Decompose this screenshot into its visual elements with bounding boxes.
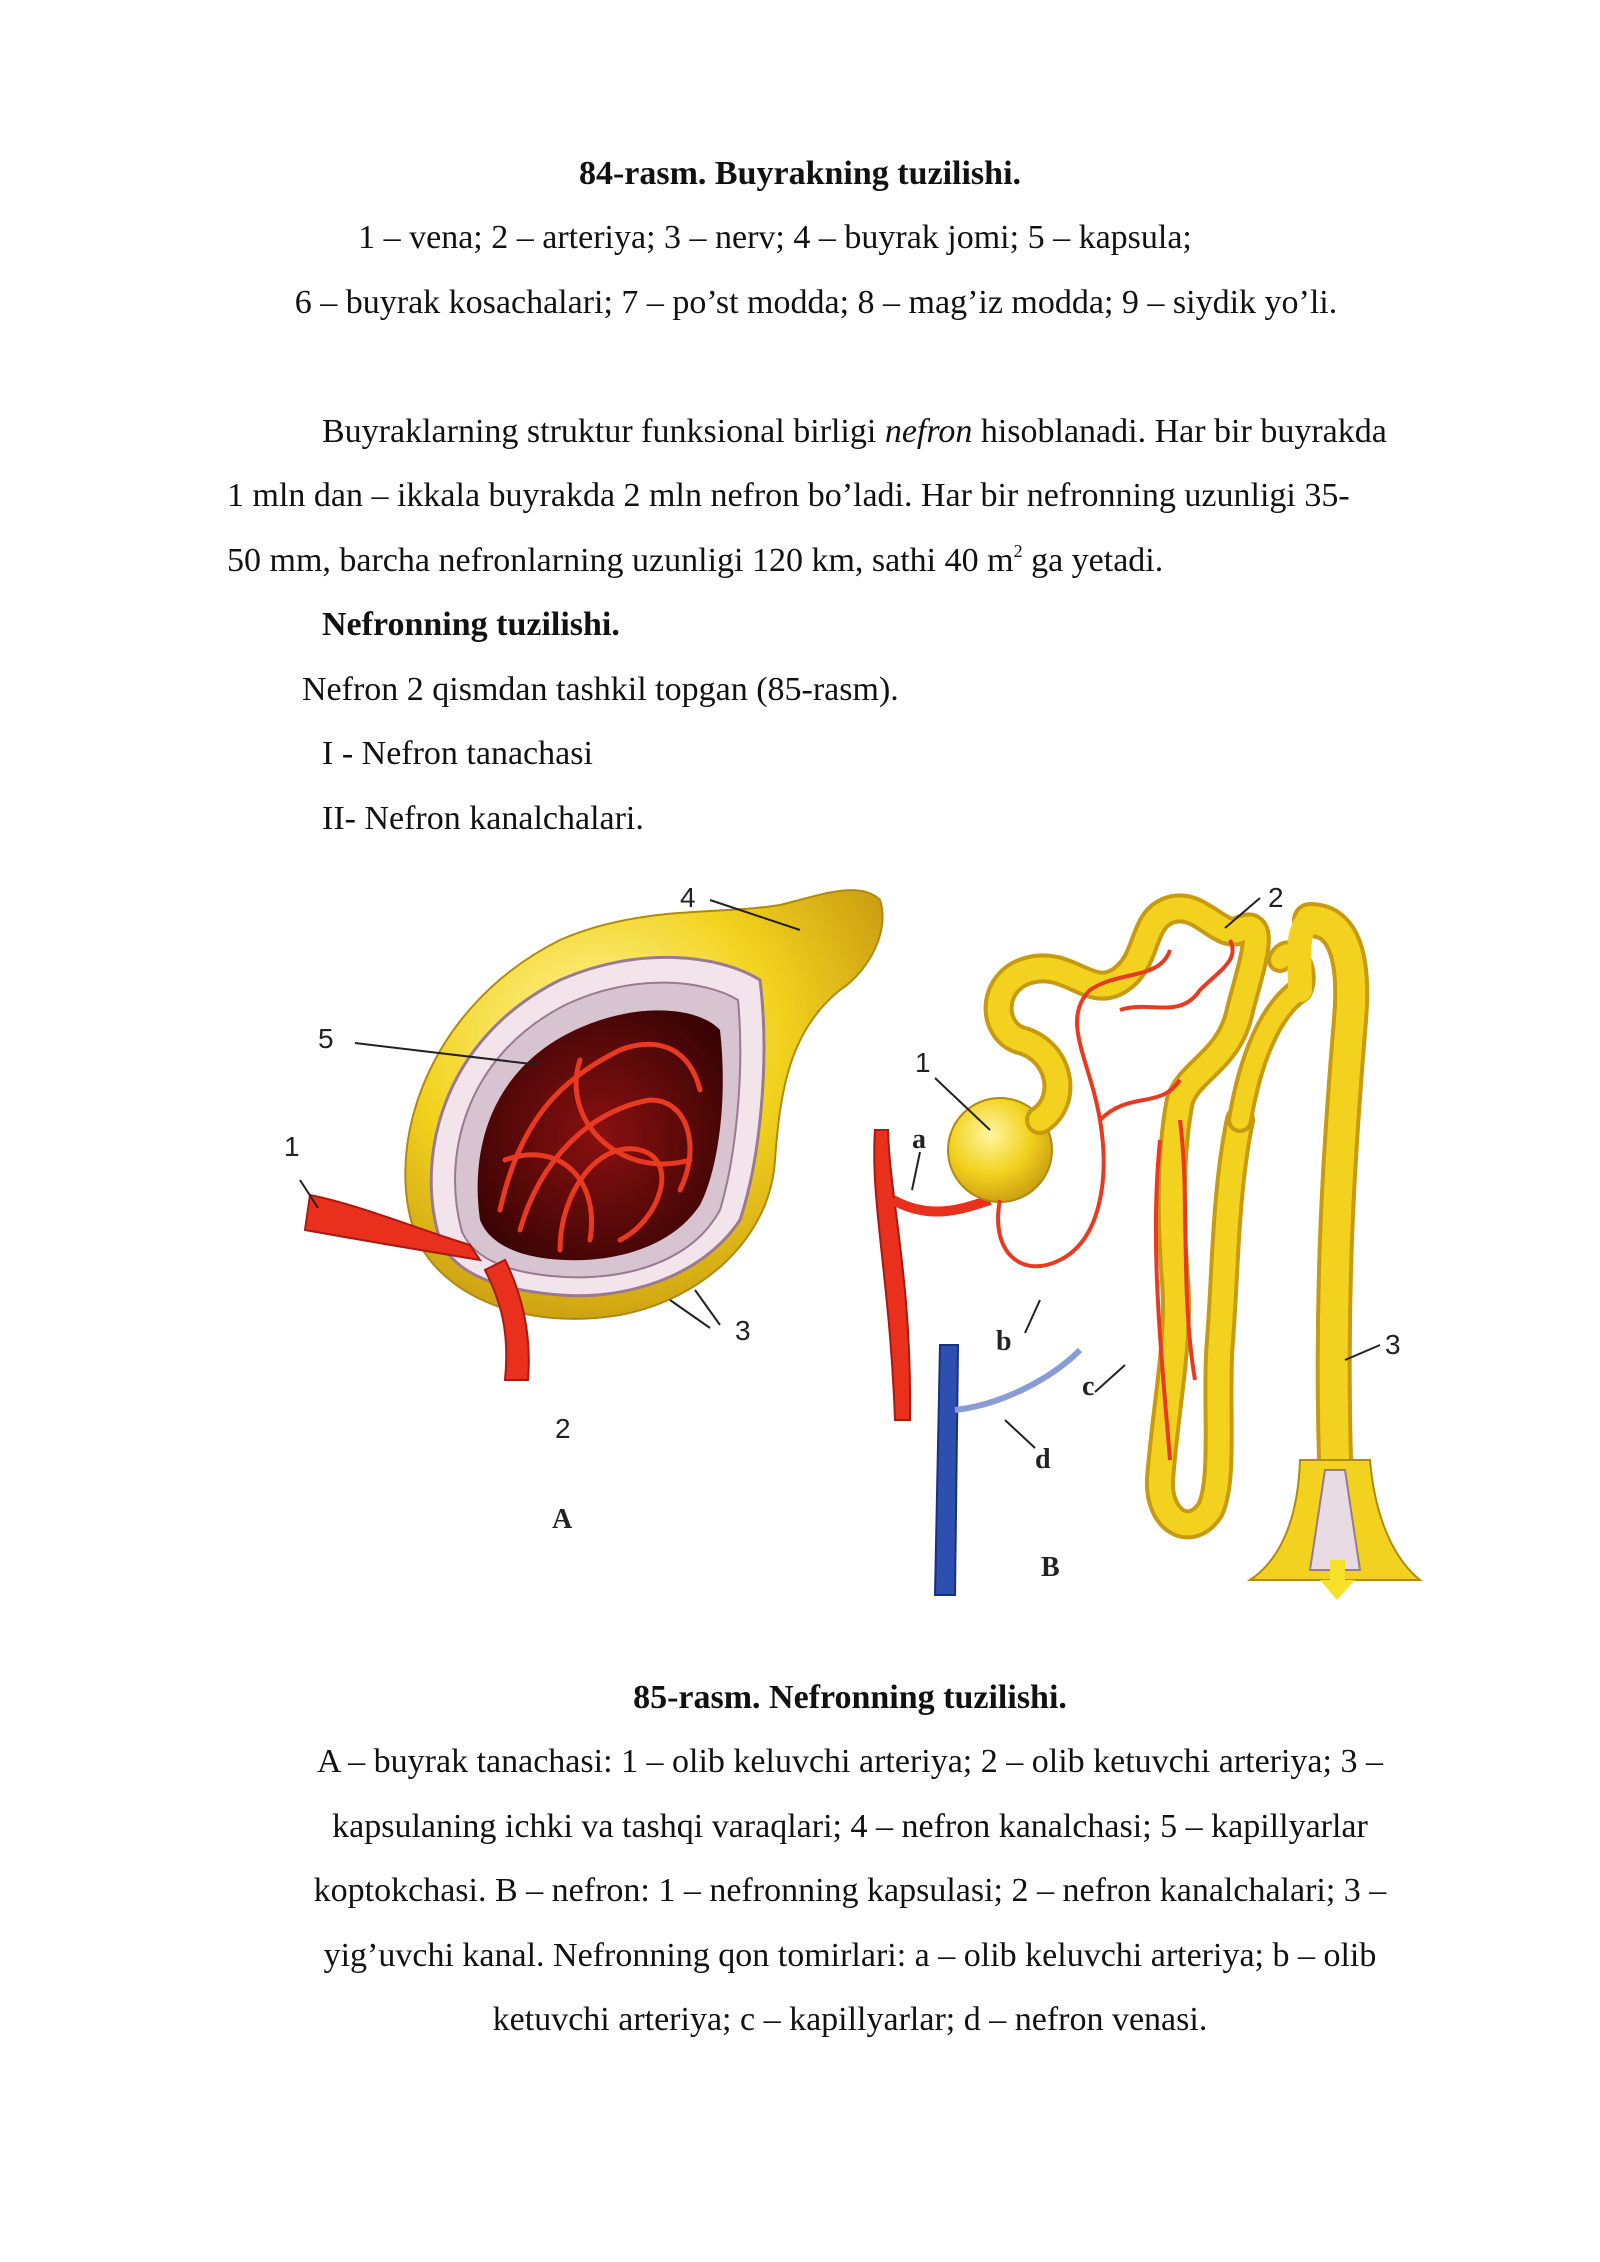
label-a1: 1 bbox=[284, 1131, 300, 1162]
label-bb: b bbox=[996, 1326, 1012, 1357]
nephron-diagram bbox=[874, 882, 1420, 1600]
fig84-caption-line2: 6 – buyrak kosachalari; 7 – po’st modda; 8 – mag’iz modda; 9 – siydik yo’li. bbox=[294, 284, 1338, 321]
list-item-2: II- Nefron kanalchalari. bbox=[322, 800, 644, 837]
fig85-caption-line5: ketuvchi arteriya; c – kapillyarlar; d – nefron venasi. bbox=[492, 2001, 1208, 2038]
section-heading: Nefronning tuzilishi. bbox=[322, 606, 620, 643]
label-a2: 2 bbox=[555, 1413, 571, 1444]
label-bc: c bbox=[1082, 1371, 1095, 1402]
paragraph-text: 50 mm, barcha nefronlarning uzunligi 120 km, sathi 40 m bbox=[227, 542, 1014, 579]
paragraph-line3 bbox=[227, 539, 1163, 583]
fig84-caption-line1: 1 – vena; 2 – arteriya; 3 – nerv; 4 – buyrak jomi; 5 – kapsula; bbox=[358, 219, 1192, 256]
label-b1: 1 bbox=[915, 1047, 931, 1078]
nefron-term: nefron bbox=[884, 413, 973, 450]
fig85-caption-line1: A – buyrak tanachasi: 1 – olib keluvchi arteriya; 2 – olib ketuvchi arteriya; 3 – bbox=[317, 1743, 1383, 1780]
fig85-caption-line2: kapsulaning ichki va tashqi varaqlari; 4 – nefron kanalchasi; 5 – kapillyarlar bbox=[332, 1808, 1368, 1845]
fig85-caption-line3: koptokchasi. B – nefron: 1 – nefronning kapsulasi; 2 – nefron kanalchalari; 3 – bbox=[313, 1872, 1387, 1909]
paragraph-text: hisoblanadi. Har bir buyrakda bbox=[972, 413, 1387, 450]
superscript: 2 bbox=[1013, 541, 1023, 561]
label-b2: 2 bbox=[1268, 882, 1284, 913]
label-bd: d bbox=[1035, 1444, 1051, 1475]
section-intro: Nefron 2 qismdan tashkil topgan (85-rasm). bbox=[302, 671, 899, 708]
label-b3: 3 bbox=[1385, 1329, 1401, 1360]
label-ba: a bbox=[912, 1124, 926, 1155]
renal-corpuscle-diagram bbox=[284, 882, 883, 1535]
label-a3: 3 bbox=[735, 1315, 751, 1346]
fig84-title: 84-rasm. Buyrakning tuzilishi. bbox=[578, 155, 1022, 192]
nephron-figure bbox=[0, 860, 1600, 1680]
paragraph-text: Buyraklarning struktur funksional birligi bbox=[322, 413, 885, 450]
paragraph-line1 bbox=[322, 410, 1387, 454]
label-a4: 4 bbox=[680, 882, 696, 913]
list-item-1: I - Nefron tanachasi bbox=[322, 735, 593, 772]
fig85-title: 85-rasm. Nefronning tuzilishi. bbox=[633, 1679, 1067, 1716]
label-panel-b: B bbox=[1041, 1552, 1060, 1583]
paragraph-text: ga yetadi. bbox=[1022, 542, 1164, 579]
label-panel-a: A bbox=[552, 1504, 573, 1535]
fig85-caption-line4: yig’uvchi kanal. Nefronning qon tomirlari: a – olib keluvchi arteriya; b – olib bbox=[323, 1937, 1377, 1974]
label-a5: 5 bbox=[318, 1023, 334, 1054]
paragraph-line2: 1 mln dan – ikkala buyrakda 2 mln nefron bo’ladi. Har bir nefronning uzunligi 35- bbox=[227, 477, 1350, 514]
